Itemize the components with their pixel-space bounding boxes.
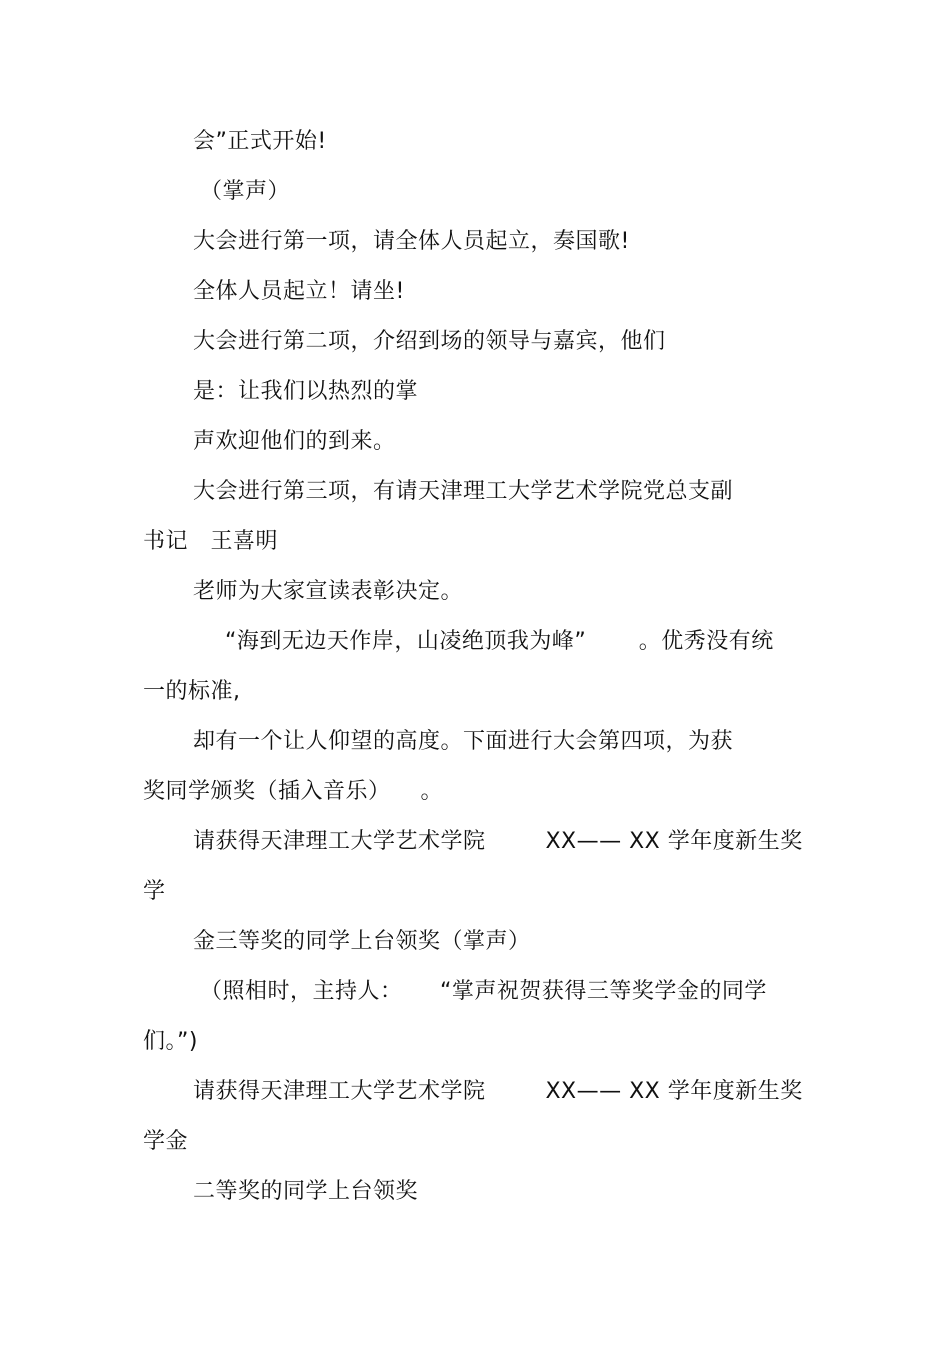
text-line-17: 金三等奖的同学上台领奖（掌声） <box>193 929 531 954</box>
text-line-6: 是：让我们以热烈的掌 <box>193 379 419 404</box>
text-line-22: 二等奖的同学上台领奖 <box>193 1179 419 1204</box>
text-line-14: 奖同学颁奖（插入音乐） 。 <box>143 779 443 804</box>
text-line-15: 请获得天津理工大学艺术学院 XX—— XX 学年度新生奖 <box>193 829 803 854</box>
text-line-3: 大会进行第一项，请全体人员起立，奏国歌! <box>193 229 630 254</box>
text-line-2: （掌声） <box>200 179 291 204</box>
text-line-5: 大会进行第二项，介绍到场的领导与嘉宾，他们 <box>193 329 666 354</box>
text-line-10: 老师为大家宣读表彰决定。 <box>193 579 464 604</box>
text-line-4: 全体人员起立！请坐! <box>193 279 405 304</box>
text-line-7: 声欢迎他们的到来。 <box>193 429 396 454</box>
text-line-8: 大会进行第三项，有请天津理工大学艺术学院党总支副 <box>193 479 734 504</box>
text-line-13: 却有一个让人仰望的高度。下面进行大会第四项，为获 <box>193 729 734 754</box>
text-line-16: 学 <box>143 879 166 904</box>
text-line-21: 学金 <box>143 1129 189 1154</box>
text-line-19: 们。”) <box>143 1029 198 1054</box>
text-line-18: （照相时，主持人： “掌声祝贺获得三等奖学金的同学 <box>200 979 767 1004</box>
text-line-12: 一的标准, <box>143 679 241 704</box>
text-line-1: 会”正式开始! <box>193 129 327 154</box>
text-line-20: 请获得天津理工大学艺术学院 XX—— XX 学年度新生奖 <box>193 1079 803 1104</box>
text-line-11: “海到无边天作岸，山凌绝顶我为峰” 。优秀没有统 <box>225 629 774 654</box>
text-line-9: 书记 王喜明 <box>143 529 278 554</box>
